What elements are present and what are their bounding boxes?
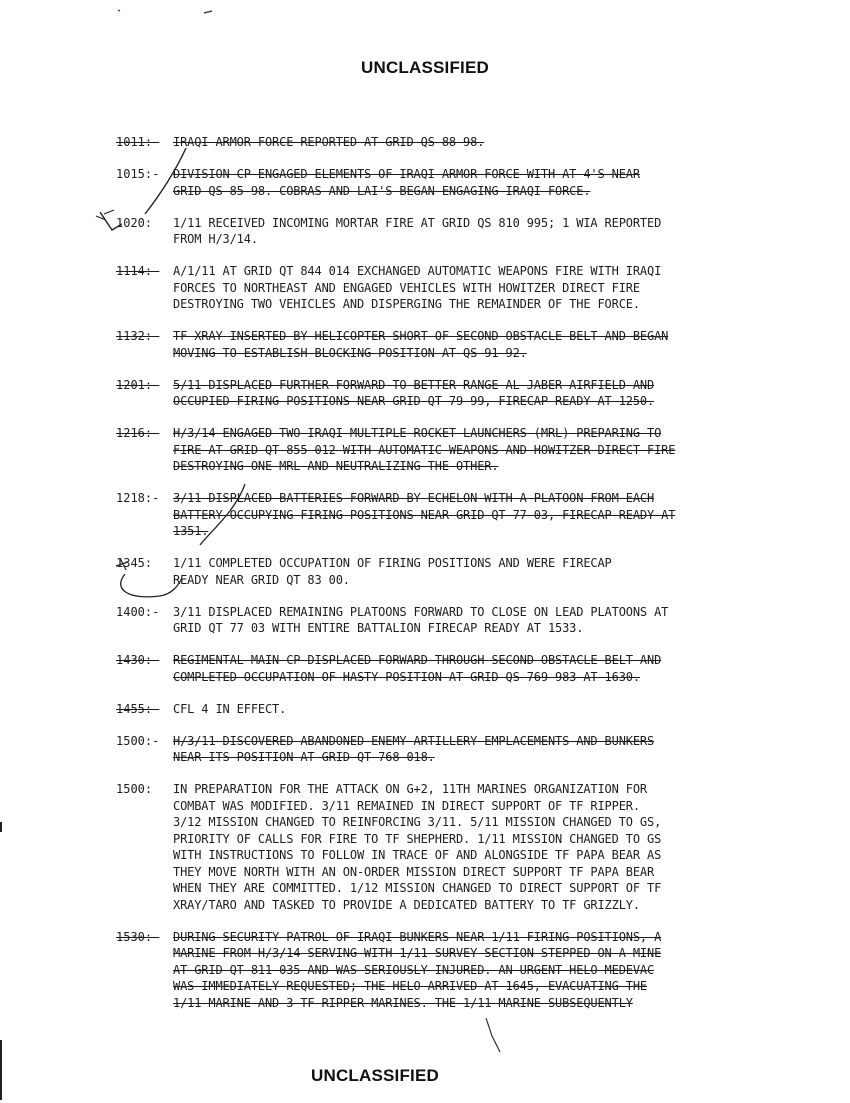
log-entry	[116, 604, 766, 637]
log-entry	[116, 701, 766, 718]
log-entry	[116, 781, 766, 913]
entry-time: 1015:-	[116, 167, 160, 181]
entry-text: CFL 4 IN EFFECT.	[173, 701, 287, 716]
classification-footer: UNCLASSIFIED	[310, 1066, 440, 1085]
entry-time: 1011:-	[116, 135, 160, 149]
handwritten-asterisk	[96, 210, 114, 220]
log-entry	[116, 929, 766, 1012]
scan-speck	[204, 11, 212, 13]
entry-text: 3/11 DISPLACED BATTERIES FORWARD BY ECHELON WITH A PLATOON FROM EACH BATTERY OCCUPYING FIRING POSITIONS NEAR GRID QT 77 03, FIRECAP READY AT 1351.	[173, 491, 676, 538]
log-entry	[116, 377, 766, 410]
log-entry	[116, 215, 766, 248]
entry-text: H/3/11 DISCOVERED ABANDONED ENEMY ARTILLERY EMPLACEMENTS AND BUNKERS NEAR ITS POSITION AT GRID QT 768 018.	[173, 733, 655, 764]
entry-text: IRAQI ARMOR FORCE REPORTED AT GRID QS 88 98.	[173, 135, 485, 149]
log-entry	[116, 166, 766, 199]
entry-time: 1400:-	[116, 604, 160, 619]
entry-time: 1430:-	[116, 653, 160, 667]
log-entry	[116, 134, 766, 151]
entry-time: 1345:	[116, 556, 153, 570]
log-entry	[116, 328, 766, 361]
entry-text: REGIMENTAL MAIN CP DISPLACED FORWARD THROUGH SECOND OBSTACLE BELT AND COMPLETED OCCUPATION OF HASTY POSITION AT GRID QS 769 983 AT 1630.	[173, 653, 662, 684]
entry-text: DURING SECURITY PATROL OF IRAQI BUNKERS NEAR 1/11 FIRING POSITIONS, A MARINE FROM H/3/14 SERVING WITH 1/11 SURVEY SECTION STEPPED ON A MINE AT GRID QT 811 035 AND WAS SERIOUSLY INJURED. AN URGENT HELO MEDEVAC WAS IMMEDIATELY REQUESTED; THE HELO ARRIVED AT 1645, EVACUATING THE 1/11 MARINE AND 3 TF RIPPER MARINES. THE 1/11 MARINE SUBSEQUENTLY	[173, 929, 662, 1010]
entry-time: 1020:	[116, 215, 153, 230]
scan-speck	[118, 10, 120, 11]
entry-time: 1218:-	[116, 491, 160, 505]
log-entry	[116, 425, 766, 475]
entry-time: 1530:-	[116, 929, 160, 944]
entry-time: 1201:-	[116, 377, 160, 392]
entry-time: 1114:-	[116, 264, 160, 278]
log-entry	[116, 263, 766, 313]
log-entry	[116, 555, 766, 588]
entry-text: DIVISION CP ENGAGED ELEMENTS OF IRAQI ARMOR FORCE WITH AT 4'S NEAR GRID QS 85 98. COBRAS AND LAI'S BEGAN ENGAGING IRAQI FORCE.	[173, 167, 640, 198]
entry-time: 1216:-	[116, 426, 160, 440]
entry-text: A/1/11 AT GRID QT 844 014 EXCHANGED AUTOMATIC WEAPONS FIRE WITH IRAQI FORCES TO NORTHEAST AND ENGAGED VEHICLES WITH HOWITZER DIRECT FIRE DESTROYING TWO VEHICLES AND DISPERGING THE REMAINDER OF THE FORCE.	[173, 264, 662, 311]
entry-time: 1500:	[116, 782, 153, 796]
classification-header: UNCLASSIFIED	[360, 58, 490, 77]
scan-edge-mark	[0, 822, 2, 832]
entry-text: IN PREPARATION FOR THE ATTACK ON G+2, 11TH MARINES ORGANIZATION FOR COMBAT WAS MODIFIED. 3/11 REMAINED IN DIRECT SUPPORT OF TF RIPPER. 3/12 MISSION CHANGED TO REINFORCING 3/11. 5/11 MISSION CHANGED TO GS, PRIORITY OF CALLS FOR FIRE TO TF SHEPHERD. 1/11 MISSION CHANGED TO GS WITH INSTRUCTIONS TO FOLLOW IN TRACE OF AND ALONGSIDE TF PAPA BEAR AS THEY MOVE NORTH WITH AN ON-ORDER MISSION DIRECT SUPPORT TF PAPA BEAR WHEN THEY ARE COMMITTED. 1/12 MISSION CHANGED TO DIRECT SUPPORT OF TF XRAY/TARO AND TASKED TO PROVIDE A DEDICATED BATTERY TO TF GRIZZLY.	[173, 782, 662, 912]
entry-text: 3/11 DISPLACED REMAINING PLATOONS FORWARD TO CLOSE ON LEAD PLATOONS AT GRID QT 77 03 WITH ENTIRE BATTALION FIRECAP READY AT 1533.	[173, 604, 669, 635]
entry-time: 1455:-	[116, 701, 160, 716]
entry-text: 1/11 RECEIVED INCOMING MORTAR FIRE AT GRID QS 810 995; 1 WIA REPORTED FROM H/3/14.	[173, 215, 662, 246]
entry-time: 1500:-	[116, 733, 160, 748]
entry-time: 1132:-	[116, 329, 160, 343]
entry-text: 5/11 DISPLACED FURTHER FORWARD TO BETTER RANGE AL JABER AIRFIELD AND OCCUPIED FIRING POSITIONS NEAR GRID QT 79 99, FIRECAP READY AT 1250.	[173, 377, 655, 408]
entry-text: TF XRAY INSERTED BY HELICOPTER SHORT OF SECOND OBSTACLE BELT AND BEGAN MOVING TO ESTABLISH BLOCKING POSITION AT QS 91 92.	[173, 329, 669, 360]
log-entry	[116, 490, 766, 540]
entry-text: 1/11 COMPLETED OCCUPATION OF FIRING POSITIONS AND WERE FIRECAP READY NEAR GRID QT 83 00.	[173, 556, 612, 587]
log-entry	[116, 733, 766, 766]
log-entries	[116, 134, 766, 1027]
log-entry	[116, 652, 766, 685]
entry-text: H/3/14 ENGAGED TWO IRAQI MULTIPLE ROCKET LAUNCHERS (MRL) PREPARING TO FIRE AT GRID QT 855 012 WITH AUTOMATIC WEAPONS AND HOWITZER DIRECT FIRE DESTROYING ONE MRL AND NEUTRALIZING THE OTHER.	[173, 426, 676, 473]
